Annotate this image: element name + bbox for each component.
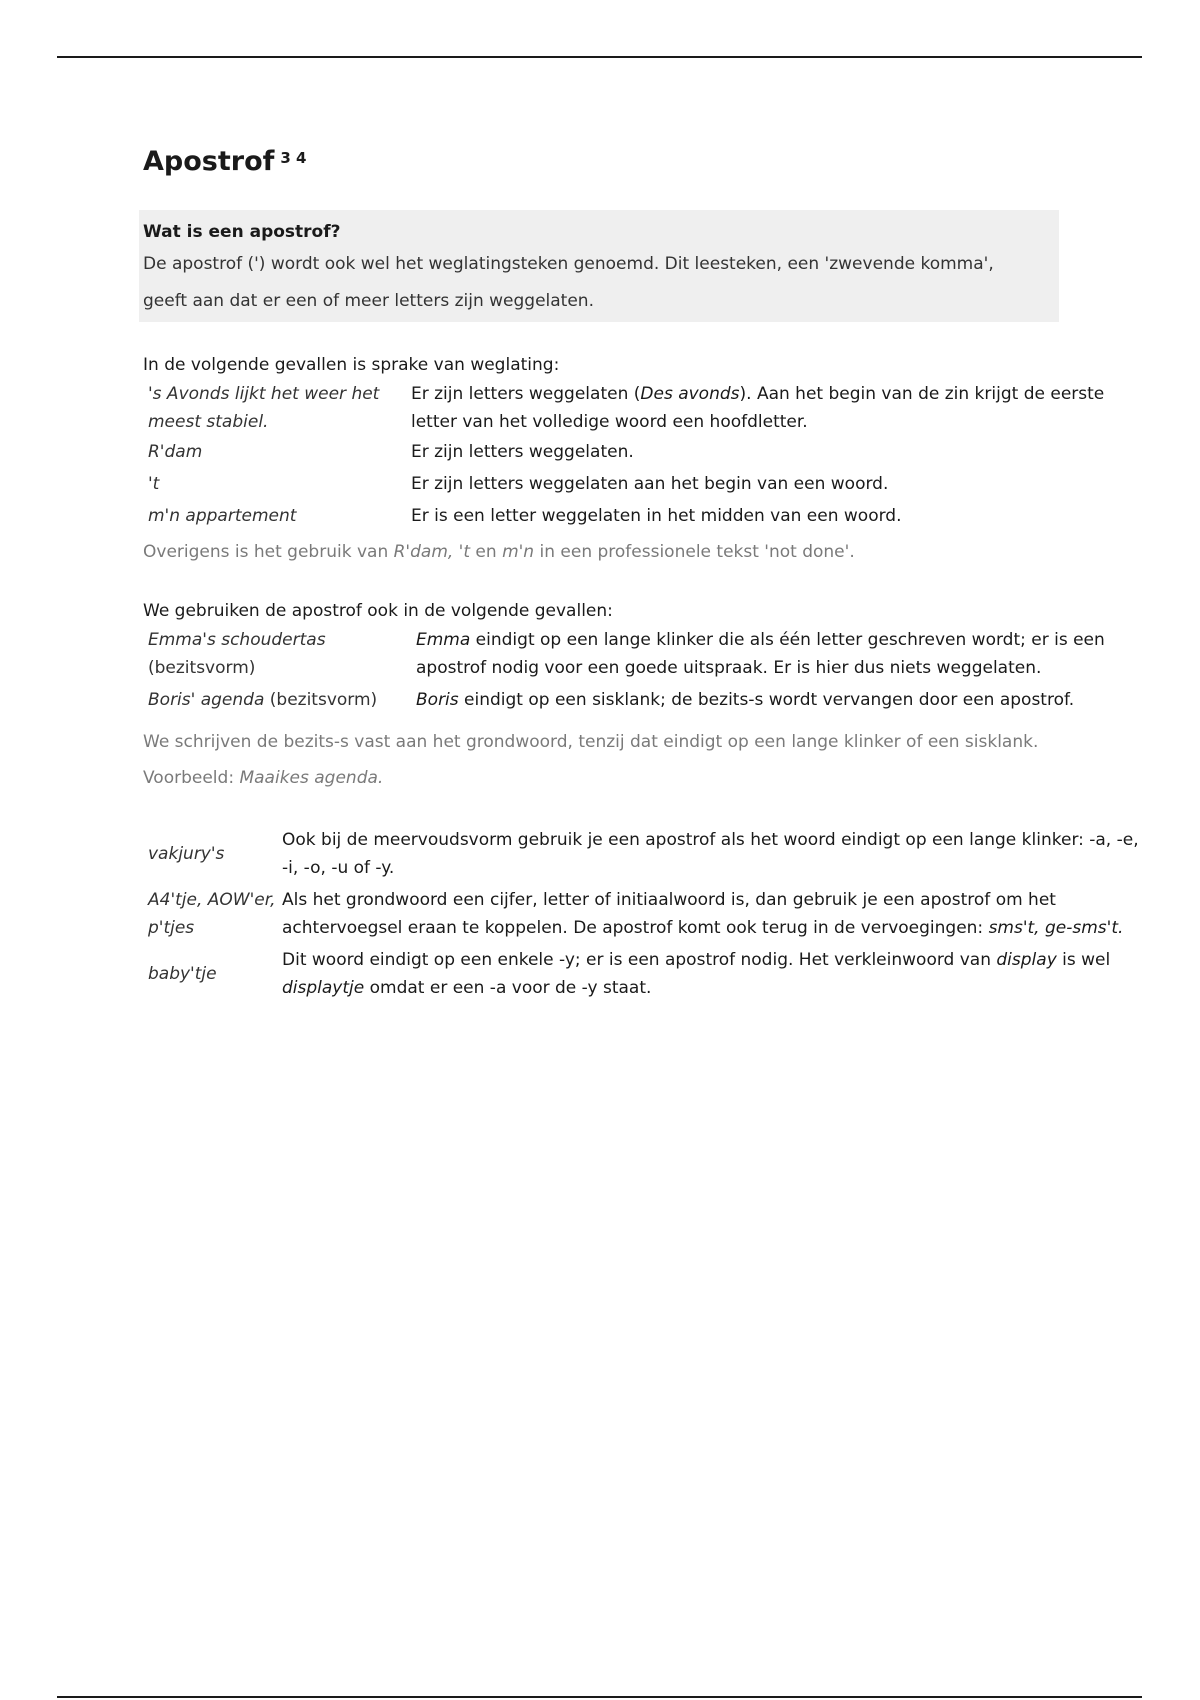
example-description: Ook bij de meervoudsvorm gebruik je een apostrof als het woord eindigt op een lange klinker: -a, -e, -i, -o, -u of -y. [282, 830, 1139, 878]
example-term: 't [148, 474, 160, 494]
definition-line: geeft aan dat er een of meer letters zijn weggelaten. [143, 291, 594, 311]
note-weglating: Overigens is het gebruik van R'dam, 't en m'n in een professionele tekst 'not done'. [143, 542, 855, 562]
page-title: Apostrof $^{3 4}$ [143, 146, 307, 177]
meervoud-table [143, 826, 1142, 1006]
example-term: R'dam [148, 442, 203, 462]
example-term: baby'tje [148, 964, 217, 984]
example-description: Er zijn letters weggelaten aan het begin van een woord. [411, 474, 889, 494]
table-row [143, 470, 1143, 502]
definition-line: De apostrof (') wordt ook wel het weglatingsteken genoemd. Dit leesteken, een 'zwevende komma', [143, 254, 994, 274]
example-term: 's Avonds lijkt het weer het meest stabiel. [148, 384, 380, 432]
header-rule [57, 56, 1142, 58]
example-description: Als het grondwoord een cijfer, letter of initiaalwoord is, dan gebruik je een apostrof om het achtervoegsel eraan te koppelen. De apostrof komt ook terug in de vervoegingen: sms't, ge-sms't. [282, 890, 1124, 938]
example-description: Emma eindigt op een lange klinker die als één letter geschreven wordt; er is een apostrof nodig voor een goede uitspraak. Er is hier dus niets weggelaten. [416, 630, 1105, 678]
example-term: m'n appartement [148, 506, 297, 526]
table-row [143, 380, 1143, 438]
example-description: Boris eindigt op een sisklank; de bezits-s wordt vervangen door een apostrof. [416, 690, 1075, 710]
example-description: Er zijn letters weggelaten (Des avonds). Aan het begin van de zin krijgt de eerste letter van het volledige woord een hoofdletter. [411, 384, 1105, 432]
definition-box [139, 210, 1059, 322]
example-description: Dit woord eindigt op een enkele -y; er is een apostrof nodig. Het verkleinwoord van display is wel displaytje omdat er een -a voor de -y staat. [282, 950, 1111, 998]
example-term: Boris' agenda (bezitsvorm) [148, 690, 378, 710]
table-row [143, 502, 1143, 534]
table-row [143, 626, 1143, 686]
note-bezitsvorm: We schrijven de bezits-s vast aan het grondwoord, tenzij dat eindigt op een lange klinker of een sisklank. Voorbeeld: Maaikes agenda. [143, 732, 1039, 788]
table-row [143, 886, 1142, 946]
footer-rule [57, 1696, 1142, 1698]
example-description: Er zijn letters weggelaten. [411, 442, 634, 462]
footnote-refs: 3 4 [280, 149, 307, 167]
table-row [143, 686, 1143, 718]
table-row [143, 946, 1142, 1006]
bezitsvorm-table [143, 626, 1143, 718]
definition-heading: Wat is een apostrof? [143, 222, 341, 242]
example-description: Er is een letter weggelaten in het midden van een woord. [411, 506, 902, 526]
section-title-overige: We gebruiken de apostrof ook in de volgende gevallen: [143, 601, 613, 621]
example-term: A4'tje, AOW'er, p'tjes [148, 890, 276, 938]
example-term: Emma's schoudertas (bezitsvorm) [148, 630, 326, 678]
example-term: vakjury's [148, 844, 225, 864]
section-title-weglating: In de volgende gevallen is sprake van weglating: [143, 355, 560, 375]
table-row [143, 826, 1142, 886]
table-row [143, 438, 1143, 470]
weglating-table [143, 380, 1143, 534]
document-body [143, 142, 1143, 1006]
